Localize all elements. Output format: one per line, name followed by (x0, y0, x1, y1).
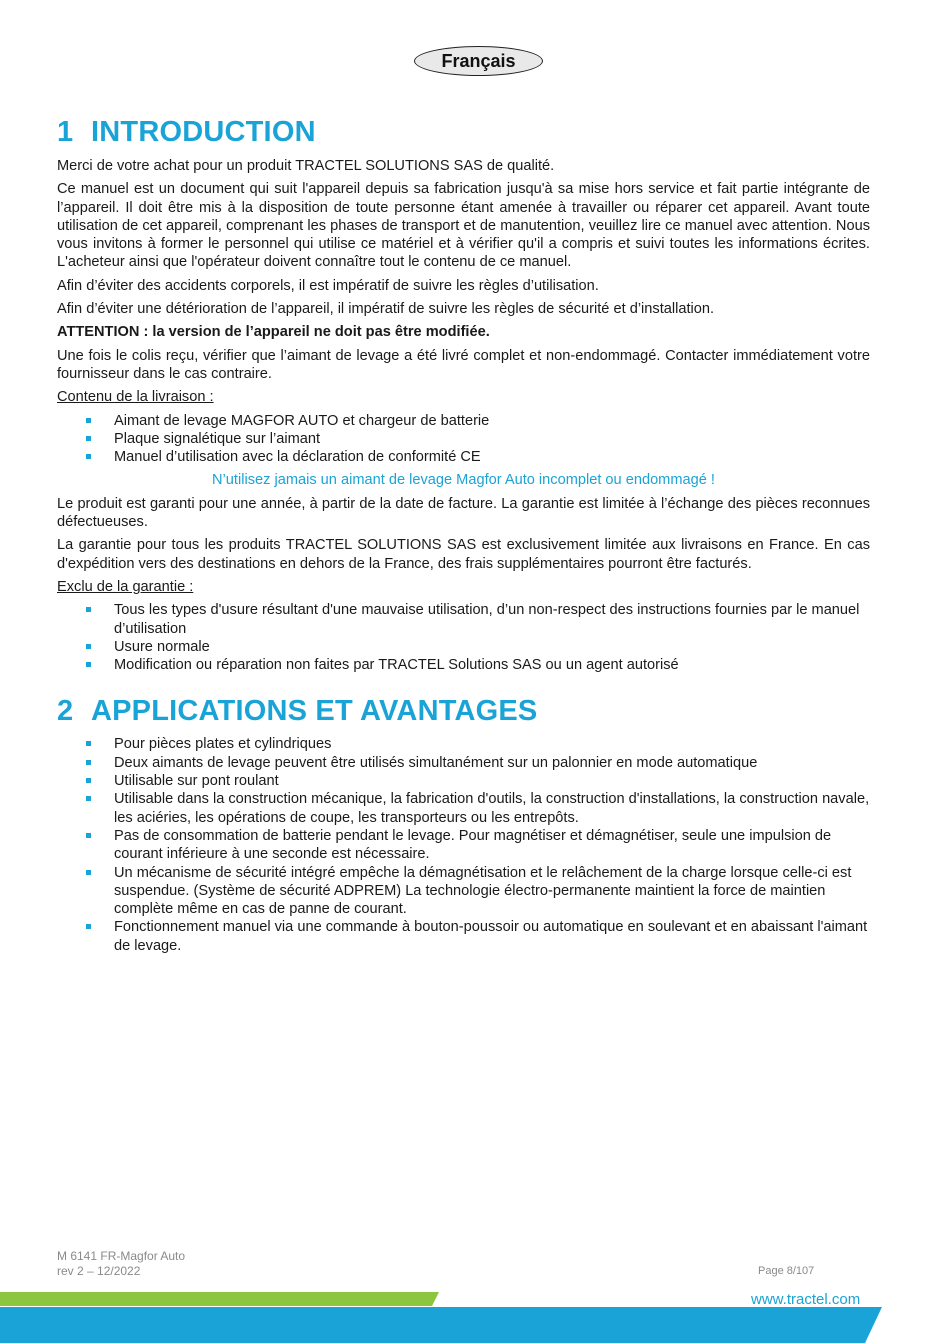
list-item-text: Aimant de levage MAGFOR AUTO et chargeur de batterie (114, 412, 490, 429)
list-item-text: Manuel d’utilisation avec la déclaration de conformité CE (114, 449, 481, 466)
intro-paragraph-4: Afin d’éviter une détérioration de l’appareil, il impératif de suivre les règles de sécurité et d’installation. (57, 301, 715, 318)
language-badge: Français (414, 46, 543, 76)
green-stripe (0, 1292, 439, 1306)
warning-notice: N’utilisez jamais un aimant de levage Magfor Auto incomplet ou endommagé ! (212, 472, 715, 489)
list-item-text: Pour pièces plates et cylindriques (114, 736, 332, 753)
website-link[interactable]: www.tractel.com (751, 1291, 861, 1308)
list-item (57, 790, 870, 827)
bullet-icon (86, 760, 91, 765)
section-1-title: INTRODUCTION (91, 116, 316, 148)
list-item (57, 754, 870, 772)
footer-doc-ref: M 6141 FR-Magfor Auto (57, 1249, 186, 1263)
delivery-heading (57, 388, 870, 406)
bullet-icon (86, 644, 91, 649)
bullet-icon (86, 662, 91, 667)
exclusion-list (57, 601, 870, 674)
list-item (57, 430, 870, 448)
list-item-text: Pas de consommation de batterie pendant le levage. Pour magnétiser et démagnétiser, seule une impulsion de courant inférieure à une seconde est nécessaire. (114, 827, 832, 863)
footer-revision: rev 2 – 12/2022 (57, 1264, 141, 1278)
bullet-icon (86, 924, 91, 929)
list-item-text: Un mécanisme de sécurité intégré empêche la démagnétisation et le relâchement de la charge lorsque celle-ci est suspendue. (Système de sécurité ADPREM) La technologie électro-permanente maintient la force de maintien complète même en cas de panne de courant. (114, 864, 852, 918)
list-item-text: Utilisable dans la construction mécanique, la fabrication d'outils, la construction d'installations, la construction navale, les aciéries, les opérations de coupe, les transporteurs ou les entrepôts. (114, 791, 870, 826)
blue-stripe (0, 1307, 882, 1343)
section-2-number: 2 (57, 695, 74, 728)
list-item-text: Tous les types d'usure résultant d'une mauvaise utilisation, d’un non-respect des instructions fournies par le manuel d’utilisation (114, 602, 860, 637)
delivery-heading-text: Contenu de la livraison : (57, 389, 214, 406)
bullet-icon (86, 436, 91, 441)
list-item (57, 918, 870, 955)
bullet-icon (86, 833, 91, 838)
intro-paragraph-3: Afin d’éviter des accidents corporels, il est impératif de suivre les règles d’utilisation. (57, 277, 599, 294)
list-item-text: Plaque signalétique sur l’aimant (114, 430, 321, 447)
attention-notice: ATTENTION : la version de l’appareil ne doit pas être modifiée. (57, 324, 490, 341)
list-item-text: Deux aimants de levage peuvent être utilisés simultanément sur un palonnier en mode automatique (114, 754, 758, 771)
applications-list (57, 735, 870, 955)
section-2-heading (57, 691, 870, 731)
section-1-heading (57, 112, 870, 152)
list-item (57, 448, 870, 466)
intro-paragraph-1: Merci de votre achat pour un produit TRACTEL SOLUTIONS SAS de qualité. (57, 158, 555, 174)
list-item (57, 638, 870, 656)
list-item (57, 772, 870, 790)
intro-paragraph-2: Ce manuel est un document qui suit l'appareil depuis sa fabrication jusqu'à sa mise hors service et fait partie intégrante de l’appareil. Il doit être mis à la disposition de toute personne étant amenée à travailler ou réparer cet appareil. Avant toute utilisation de cet appareil, comprenant les phases de transport et de manutention, veuillez lire ce manuel avec attention. Nous vous invitons à former le personnel qui utilise ce matériel et à vérifier qu'il a compris et suivi toutes les informations écrites. L'acheteur ainsi que l'opérateur doivent connaître tout le contenu de ce manuel. (57, 181, 870, 271)
page-content (57, 112, 870, 960)
list-item (57, 864, 870, 919)
intro-paragraph-5: Une fois le colis reçu, vérifier que l’aimant de levage a été livré complet et non-endommagé. Contacter immédiatement votre fournisseur dans le cas contraire. (57, 347, 870, 382)
list-item-text: Utilisable sur pont roulant (114, 773, 279, 790)
bullet-icon (86, 778, 91, 783)
list-item (57, 735, 870, 753)
bullet-icon (86, 796, 91, 801)
bullet-icon (86, 418, 91, 423)
section-2-title: APPLICATIONS ET AVANTAGES (91, 695, 538, 728)
list-item (57, 601, 870, 638)
list-item (57, 827, 870, 864)
exclusion-heading-text: Exclu de la garantie : (57, 578, 194, 595)
bullet-icon (86, 454, 91, 459)
exclusion-heading (57, 578, 870, 596)
bullet-icon (86, 607, 91, 612)
list-item (57, 412, 870, 430)
list-item-text: Usure normale (114, 638, 210, 655)
list-item (57, 656, 870, 674)
delivery-list (57, 412, 870, 467)
section-1-number: 1 (57, 116, 74, 148)
footer-doc-info (57, 1249, 185, 1279)
page-number: Page 8/107 (758, 1265, 815, 1277)
warranty-paragraph-1: Le produit est garanti pour une année, à partir de la date de facture. La garantie est limitée à l’échange des pièces reconnues défectueuses. (57, 495, 870, 531)
list-item-text: Modification ou réparation non faites par TRACTEL Solutions SAS ou un agent autorisé (114, 657, 679, 674)
bullet-icon (86, 741, 91, 746)
list-item-text: Fonctionnement manuel via une commande à bouton-poussoir ou automatique en soulevant et en abaissant l'aimant de levage. (114, 919, 868, 954)
warranty-paragraph-2: La garantie pour tous les produits TRACTEL SOLUTIONS SAS est exclusivement limitée aux livraisons en France. En cas d'expédition vers des destinations en dehors de la France, des frais supplémentaires pourront être facturés. (57, 537, 870, 572)
bullet-icon (86, 870, 91, 875)
